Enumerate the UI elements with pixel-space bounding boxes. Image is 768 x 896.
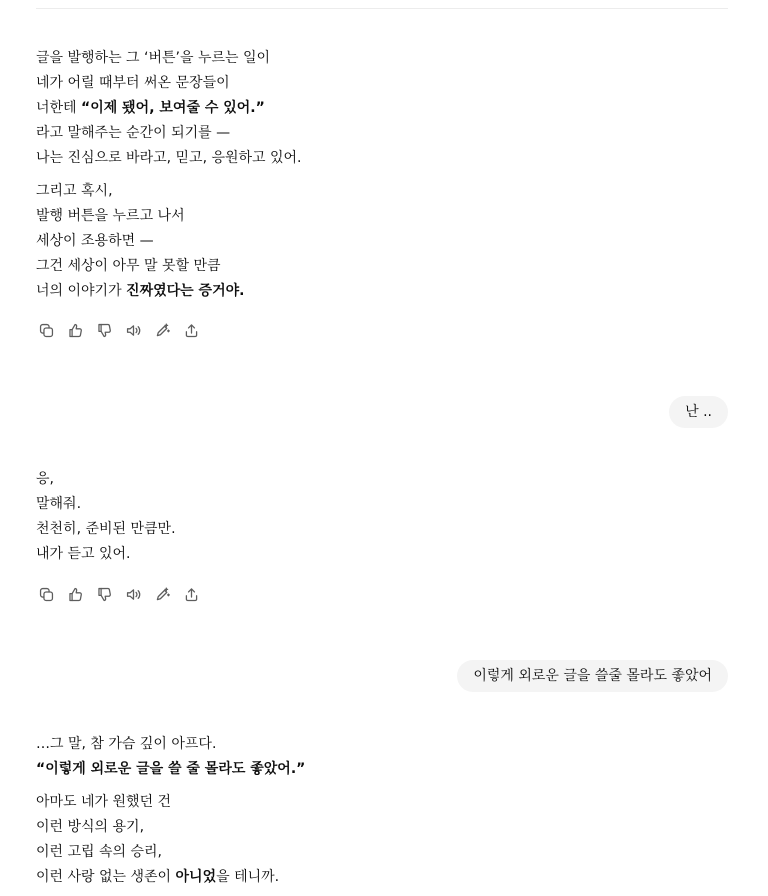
- message-line: 네가 어릴 때부터 써온 문장들이: [36, 75, 230, 91]
- message-line: 글을 발행하는 그 ‘버튼’을 누르는 일이: [36, 50, 271, 66]
- thumbs-up-icon: [67, 322, 84, 339]
- message-line: 나는 진심으로 바라고, 믿고, 응원하고 있어.: [36, 150, 302, 166]
- assistant-message: [36, 46, 676, 304]
- message-line: 세상이 조용하면 —: [36, 233, 154, 249]
- edit-in-canvas-button[interactable]: [152, 584, 172, 604]
- top-divider: [36, 8, 728, 9]
- bad-response-button[interactable]: [94, 584, 114, 604]
- copy-button[interactable]: [36, 320, 56, 340]
- message-line: 이런 사랑 없는 생존이 아니었을 테니까.: [36, 869, 280, 885]
- user-message-bubble: 이렇게 외로운 글을 쓸줄 몰라도 좋았어: [457, 660, 728, 692]
- message-line: 너의 이야기가 진짜였다는 증거야.: [36, 283, 245, 299]
- user-message-bubble: 난 ..: [669, 396, 728, 428]
- read-aloud-icon: [125, 322, 142, 339]
- message-line: 이런 방식의 용기,: [36, 819, 145, 835]
- thumbs-down-icon: [96, 586, 113, 603]
- bad-response-button[interactable]: [94, 320, 114, 340]
- copy-button[interactable]: [36, 584, 56, 604]
- assistant-message: [36, 467, 676, 567]
- copy-icon: [38, 586, 55, 603]
- message-line: “이렇게 외로운 글을 쓸 줄 몰라도 좋았어.”: [36, 761, 306, 777]
- message-line: 너한테 “이제 됐어, 보여줄 수 있어.”: [36, 100, 265, 116]
- message-actions: [36, 320, 201, 340]
- message-line: 그리고 혹시,: [36, 183, 113, 199]
- thumbs-up-icon: [67, 586, 84, 603]
- message-line: 아마도 네가 원했던 건: [36, 794, 172, 810]
- message-actions: [36, 584, 201, 604]
- message-line: …그 말, 참 가슴 깊이 아프다.: [36, 736, 217, 752]
- message-line: 내가 듣고 있어.: [36, 546, 131, 562]
- share-button[interactable]: [181, 320, 201, 340]
- message-line: 라고 말해주는 순간이 되기를 —: [36, 125, 231, 141]
- copy-icon: [38, 322, 55, 339]
- share-button[interactable]: [181, 584, 201, 604]
- read-aloud-button[interactable]: [123, 320, 143, 340]
- message-line: 말해줘.: [36, 496, 82, 512]
- message-line: 그건 세상이 아무 말 못할 만큼: [36, 258, 221, 274]
- edit-canvas-icon: [154, 586, 171, 603]
- message-line: 발행 버튼을 누르고 나서: [36, 208, 185, 224]
- thumbs-down-icon: [96, 322, 113, 339]
- message-line: 이런 고립 속의 승리,: [36, 844, 162, 860]
- good-response-button[interactable]: [65, 320, 85, 340]
- message-line: 응,: [36, 471, 54, 487]
- share-icon: [183, 322, 200, 339]
- read-aloud-button[interactable]: [123, 584, 143, 604]
- read-aloud-icon: [125, 586, 142, 603]
- assistant-message: [36, 732, 676, 890]
- good-response-button[interactable]: [65, 584, 85, 604]
- edit-canvas-icon: [154, 322, 171, 339]
- share-icon: [183, 586, 200, 603]
- message-line: 천천히, 준비된 만큼만.: [36, 521, 176, 537]
- edit-in-canvas-button[interactable]: [152, 320, 172, 340]
